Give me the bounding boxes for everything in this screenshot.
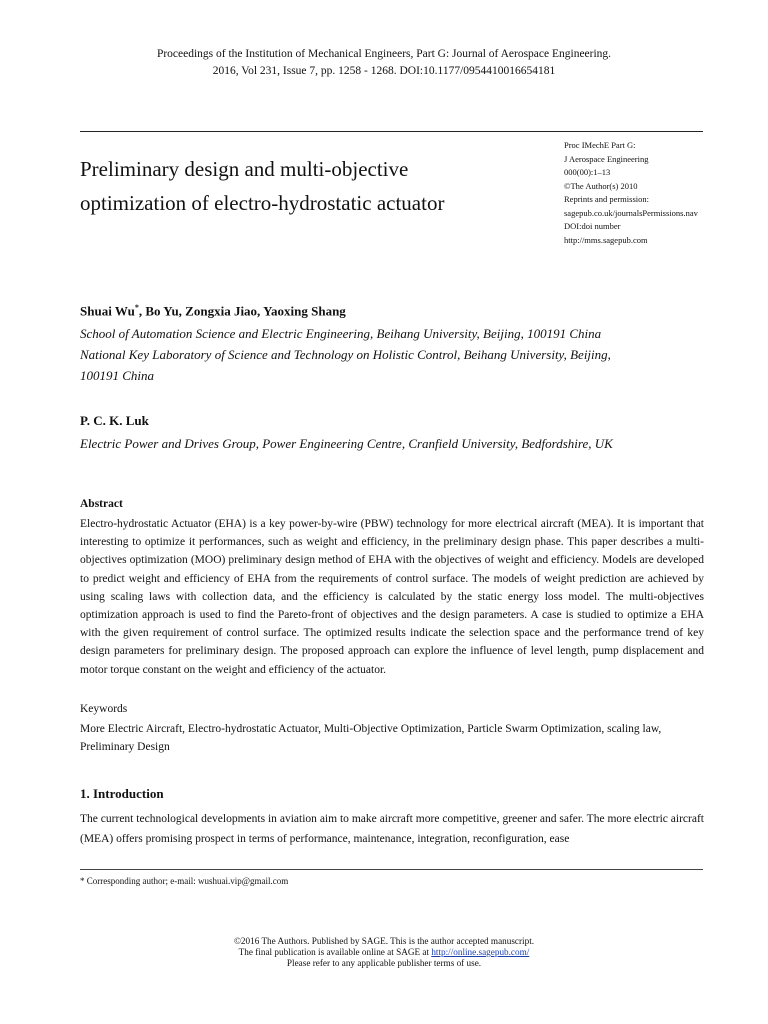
paper-title [80,152,540,220]
section-heading-introduction: 1. Introduction [80,786,164,801]
authors-group-1 [80,303,346,319]
footer-line2-text: The final publication is available online at SAGE at [238,947,432,957]
author-first: Shuai Wu [80,303,135,319]
side-info-line: J Aerospace Engineering [564,153,649,164]
section-body-text: The current technological developments in aviation aim to make aircraft more competitive, greener and safer. The more electric aircraft (MEA) offers promising prospect in terms of performance, maintenance, integration, reconfiguration, ease [80,813,704,845]
abstract-heading: Abstract [80,498,123,510]
author-rest: , Bo Yu, Zongxia Jiao, Yaoxing Shang [138,303,346,319]
affiliation-line: School of Automation Science and Electric Engineering, Beihang University, Beijing, 100191 China [80,326,602,341]
sage-online-link[interactable]: http://online.sagepub.com/ [431,947,530,957]
corresponding-author-footnote: * Corresponding author; e-mail: wushuai.vip@gmail.com [80,876,289,886]
journal-header-line1: Proceedings of the Institution of Mechanical Engineers, Part G: Journal of Aerospace Engineering. [156,48,612,60]
side-info-line: DOI:doi number [564,221,621,231]
affiliation-line: National Key Laboratory of Science and Technology on Holistic Control, Beihang University, Beijing, [80,347,611,362]
abstract-text: Electro-hydrostatic Actuator (EHA) is a key power-by-wire (PBW) technology for more electrical aircraft (MEA). It is important that interesting to optimize it performances, such as weight and efficiency, in the preliminary design phase. This paper describes a multi-objectives optimization (MOO) preliminary design method of EHA with the objectives of weight and efficiency. Models are developed to predict weight and efficiency of EHA from the requirements of control surface. The models of weight prediction are achieved by using scaling laws with collection data, and the efficiency is calculated by the static energy loss model. The multi-objectives optimization approach is used to find the Pareto-front of objectives and the design parameters. A case is studied to optimize a EHA with the given requirement of control surface. The optimized results indicate the selection space and the performance trend of key design parameters for preliminary design. The proposed approach can explore the influence of level length, pump displacement and motor torque constant on the weight and efficiency of the actuator. [80,518,704,676]
footnote-rule [80,869,703,870]
publisher-footer [0,936,768,969]
side-info-line: Proc IMechE Part G: [564,140,636,150]
keywords-text: More Electric Aircraft, Electro-hydrostatic Actuator, Multi-Objective Optimization, Particle Swarm Optimization, scaling law, Preliminary Design [80,723,662,754]
keywords-heading: Keywords [80,703,128,715]
title-line1: Preliminary design and multi-objective [80,157,409,181]
affiliation-2: Electric Power and Drives Group, Power Engineering Centre, Cranfield University, Bedfordshire, UK [80,436,613,451]
side-info-line: sagepub.co.uk/journalsPermissions.nav [564,207,698,218]
footer-line3: Please refer to any applicable publisher terms of use. [286,958,482,968]
journal-header-line2: 2016, Vol 231, Issue 7, pp. 1258 - 1268. DOI:10.1177/0954410016654181 [212,65,556,77]
side-info-line: http://mms.sagepub.com [564,234,648,245]
journal-header [0,46,768,80]
corresponding-mark: * [134,303,139,312]
side-info-line: 000(00):1–13 [564,167,611,177]
side-info-line: ©The Author(s) 2010 [564,180,638,191]
side-info-line: Reprints and permission: [564,194,649,204]
authors-group-2: P. C. K. Luk [80,413,149,428]
footer-line1: ©2016 The Authors. Published by SAGE. This is the author accepted manuscript. [233,936,535,946]
header-rule [80,131,703,132]
affiliations-1 [80,323,710,386]
footer-line2 [0,947,768,958]
title-line2: optimization of electro-hydrostatic actuator [80,191,445,215]
journal-side-info [564,139,714,247]
affiliation-line: 100191 China [80,368,155,383]
